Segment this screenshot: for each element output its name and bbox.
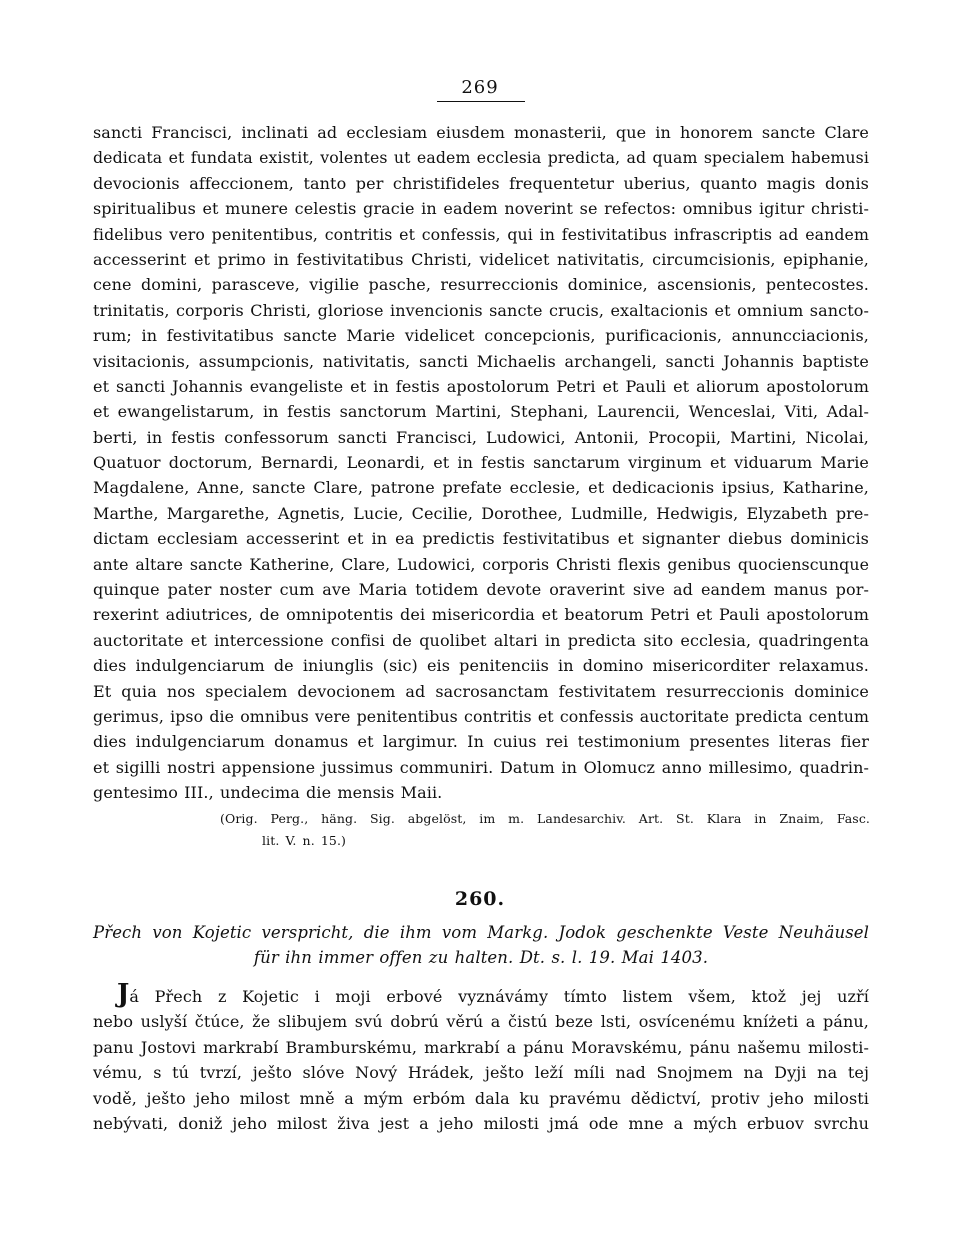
text-line: Marthe, Margarethe, Agnetis, Lucie, Cecilie, Dorothee, Ludmille, Hedwigis, Elyzabeth pre- bbox=[93, 503, 869, 523]
heading-line: für ihn immer offen zu halten. Dt. s. l. 19. Mai 1403. bbox=[253, 948, 709, 968]
text-line: dedicata et fundata existit, volentes ut eadem ecclesia predicta, ad quam specialem habemusi bbox=[93, 148, 869, 168]
text-line bbox=[93, 979, 869, 1009]
document-heading bbox=[93, 920, 869, 971]
text-line: Quatuor doctorum, Bernardi, Leonardi, et in festis sanctarum virginum et viduarum Marie bbox=[93, 453, 869, 473]
document-text-block bbox=[93, 979, 869, 1136]
source-note-line: (Orig. Perg., häng. Sig. abgelöst, im m. Landesarchiv. Art. St. Klara in Znaim, Fasc. bbox=[220, 811, 870, 826]
text-line: nebývati, doniž jeho milost živa jest a jeho milosti jmá ode mne a mých erbuov svrchu bbox=[93, 1113, 869, 1133]
page-number: 269 bbox=[461, 77, 499, 98]
text-line: berti, in festis confessorum sancti Francisci, Ludowici, Antonii, Procopii, Martini, Nicolai, bbox=[93, 427, 869, 447]
text-line: trinitatis, corporis Christi, gloriose invencionis sancte crucis, exaltacionis et omnium sancto- bbox=[93, 300, 869, 320]
text-line: ante altare sancte Katherine, Clare, Ludowici, corporis Christi flexis genibus quocienscunque bbox=[93, 554, 869, 574]
text-line: vodě, ješto jeho milost mně a mým erbóm dala ku pravému dědictví, protiv jeho milosti bbox=[93, 1088, 869, 1108]
text-line: et sigilli nostri appensione jussimus communiri. Datum in Olomucz anno millesimo, quadrin- bbox=[93, 757, 869, 777]
text-line: rum; in festivitatibus sancte Marie videlicet concepcionis, purificacionis, annuncciacionis, bbox=[93, 326, 869, 346]
text-line: devocionis affeccionem, tanto per christifideles frequentetur uberius, quanto magis donis bbox=[93, 173, 869, 193]
text-line: dies indulgenciarum donamus et largimur. In cuius rei testimonium presentes literas fier bbox=[93, 732, 869, 752]
text-line: cene domini, parasceve, vigilie pasche, resurreccionis dominice, ascensionis, pentecostes. bbox=[93, 275, 869, 295]
text-line: panu Jostovi markrabí Bramburskému, markrabí a pánu Moravskému, pánu našemu milosti- bbox=[93, 1037, 869, 1057]
main-text-block bbox=[93, 120, 869, 806]
source-note bbox=[220, 808, 870, 852]
text-line: dies indulgenciarum de iniunglis (sic) eis penitenciis in domino misericorditer relaxamus. bbox=[93, 656, 869, 676]
text-line: fidelibus vero penitentibus, contritis et confessis, qui in festivitatibus infrascriptis ad eandem bbox=[93, 224, 869, 244]
text-line: et ewangelistarum, in festis sanctorum Martini, Stephani, Laurencii, Wenceslai, Viti, Adal- bbox=[93, 402, 869, 422]
text-line: gentesimo III., undecima die mensis Maii. bbox=[93, 783, 443, 803]
text-line: gerimus, ipso die omnibus vere penitentibus contritis et confessis auctoritate predicta centum bbox=[93, 706, 869, 726]
text-line: accesserint et primo in festivitatibus Christi, videlicet nativitatis, circumcisionis, epiphanie, bbox=[93, 249, 869, 269]
drop-cap: J bbox=[117, 979, 130, 1009]
heading-line: Přech von Kojetic verspricht, die ihm vom Markg. Jodok geschenkte Veste Neuhäusel bbox=[93, 923, 869, 942]
text-line: rexerint adiutrices, de omnipotentis dei misericordia et beatorum Petri et Pauli apostolorum bbox=[93, 605, 869, 625]
text-line: dictam ecclesiam accesserint et in ea predictis festivitatibus et signanter diebus dominicis bbox=[93, 529, 869, 549]
text-line: nebo uslyší čtúce, že slibujem svú dobrú věrú a čistú beze lsti, osvícenému kníżeti a pánu, bbox=[93, 1012, 869, 1032]
first-line-text: á Přech z Kojetic i moji erbové vyznávámy tímto listem všem, ktož jej uzří bbox=[129, 987, 869, 1006]
document-number: 260. bbox=[454, 888, 506, 910]
page-number-rule bbox=[437, 101, 525, 102]
text-line: quinque pater noster cum ave Maria totidem devote oraverint sive ad eandem manus por- bbox=[93, 580, 869, 600]
text-line: spiritualibus et munere celestis gracie in eadem noverint se refectos: omnibus igitur christi- bbox=[93, 199, 869, 219]
text-line: sancti Francisci, inclinati ad ecclesiam eiusdem monasterii, que in honorem sancte Clare bbox=[93, 123, 869, 142]
text-line: visitacionis, assumpcionis, nativitatis, sancti Michaelis archangeli, sancti Johannis baptiste bbox=[93, 351, 869, 371]
text-line: Et quia nos specialem devocionem ad sacrosanctam festivitatem resurreccionis dominice bbox=[93, 681, 869, 701]
text-line: et sancti Johannis evangeliste et in festis apostolorum Petri et Pauli et aliorum apostolorum bbox=[93, 376, 869, 396]
text-line: Magdalene, Anne, sancte Clare, patrone prefate ecclesie, et dedicacionis ipsius, Katharine, bbox=[93, 478, 869, 498]
source-note-line: lit. V. n. 15.) bbox=[262, 833, 347, 848]
text-line: auctoritate et intercessione confisi de quolibet altari in predicta sito ecclesia, quadringenta bbox=[93, 630, 869, 650]
text-line: vému, s tú tvrzí, ješto slóve Nový Hrádek, ješto leží míli nad Snojmem na Dyji na tej bbox=[93, 1063, 869, 1083]
